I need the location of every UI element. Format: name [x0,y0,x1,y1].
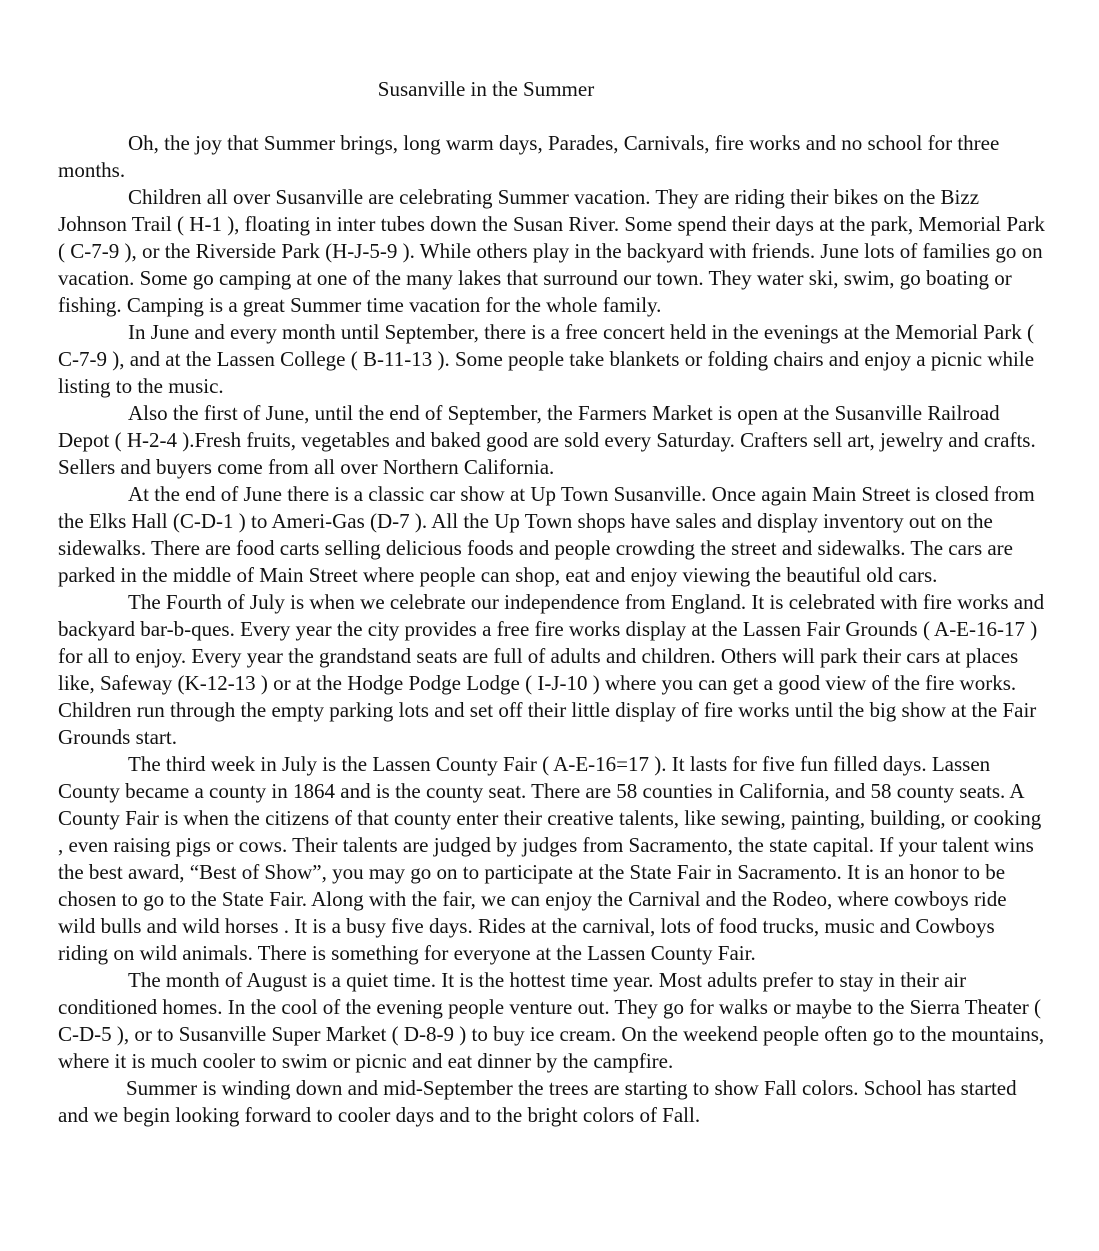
paragraph-fourth-of-july: The Fourth of July is when we celebrate our independence from England. It is celebrated with fire works and backyard bar-b-ques. Every year the city provides a free fire works display at the Lassen Fair Grounds ( A-E-16-17 ) for all to enjoy. Every year the grandstand seats are full of adults and children. Others will park their cars at places like, Safeway (K-12-13 ) or at the Hodge Podge Lodge ( I-J-10 ) where you can get a good view of the fire works. Children run through the empty parking lots and set off their little display of fire works until the big show at the Fair Grounds start. [58,590,1045,749]
paragraph-car-show: At the end of June there is a classic car show at Up Town Susanville. Once again Main Street is closed from the Elks Hall (C-D-1 ) to Ameri-Gas (D-7 ). All the Up Town shops have sales and display inventory out on the sidewalks. There are food carts selling delicious foods and people crowding the street and sidewalks. The cars are parked in the middle of Main Street where people can shop, eat and enjoy viewing the beautiful old cars. [58,482,1035,587]
paragraph-summer-vacation: Children all over Susanville are celebrating Summer vacation. They are riding their bikes on the Bizz Johnson Trail ( H-1 ), floating in inter tubes down the Susan River. Some spend their days at the park, Memorial Park ( C-7-9 ), or the Riverside Park (H-J-5-9 ). While others play in the backyard with friends. June lots of families go on vacation. Some go camping at one of the many lakes that surround our town. They water ski, swim, go boating or fishing. Camping is a great Summer time vacation for the whole family. [58,185,1045,317]
document-title: Susanville in the Summer [377,77,595,101]
paragraph-august: The month of August is a quiet time. It is the hottest time year. Most adults prefer to stay in their air conditioned homes. In the cool of the evening people venture out. They go for walks or maybe to the Sierra Theater ( C-D-5 ), or to Susanville Super Market ( D-8-9 ) to buy ice cream. On the weekend people often go to the mountains, where it is much cooler to swim or picnic and eat dinner by the campfire. [58,968,1045,1073]
paragraph-county-fair: The third week in July is the Lassen County Fair ( A-E-16=17 ). It lasts for five fun filled days. Lassen County became a county in 1864 and is the county seat. There are 58 counties in California, and 58 county seats. A County Fair is when the citizens of that county enter their creative talents, like sewing, painting, building, or cooking , even raising pigs or cows. Their talents are judged by judges from Sacramento, the state capital. If your talent wins the best award, “Best of Show”, you may go on to participate at the State Fair in Sacramento. It is an honor to be chosen to go to the State Fair. Along with the fair, we can enjoy the Carnival and the Rodeo, where cowboys ride wild bulls and wild horses . It is a busy five days. Rides at the carnival, lots of food trucks, music and Cowboys riding on wild animals. There is something for everyone at the Lassen County Fair. [58,752,1042,965]
document-body [58,130,1048,1129]
paragraph-free-concert: In June and every month until September, there is a free concert held in the evenings at the Memorial Park ( C-7-9 ), and at the Lassen College ( B-11-13 ). Some people take blankets or folding chairs and enjoy a picnic while listing to the music. [58,320,1035,398]
paragraph-september: Summer is winding down and mid-September the trees are starting to show Fall colors. School has started and we begin looking forward to cooler days and to the bright colors of Fall. [58,1076,1017,1127]
paragraph-intro: Oh, the joy that Summer brings, long warm days, Parades, Carnivals, fire works and no school for three months. [58,131,1000,182]
paragraph-farmers-market: Also the first of June, until the end of September, the Farmers Market is open at the Susanville Railroad Depot ( H-2-4 ).Fresh fruits, vegetables and baked good are sold every Saturday. Crafters sell art, jewelry and crafts. Sellers and buyers come from all over Northern California. [58,401,1036,479]
